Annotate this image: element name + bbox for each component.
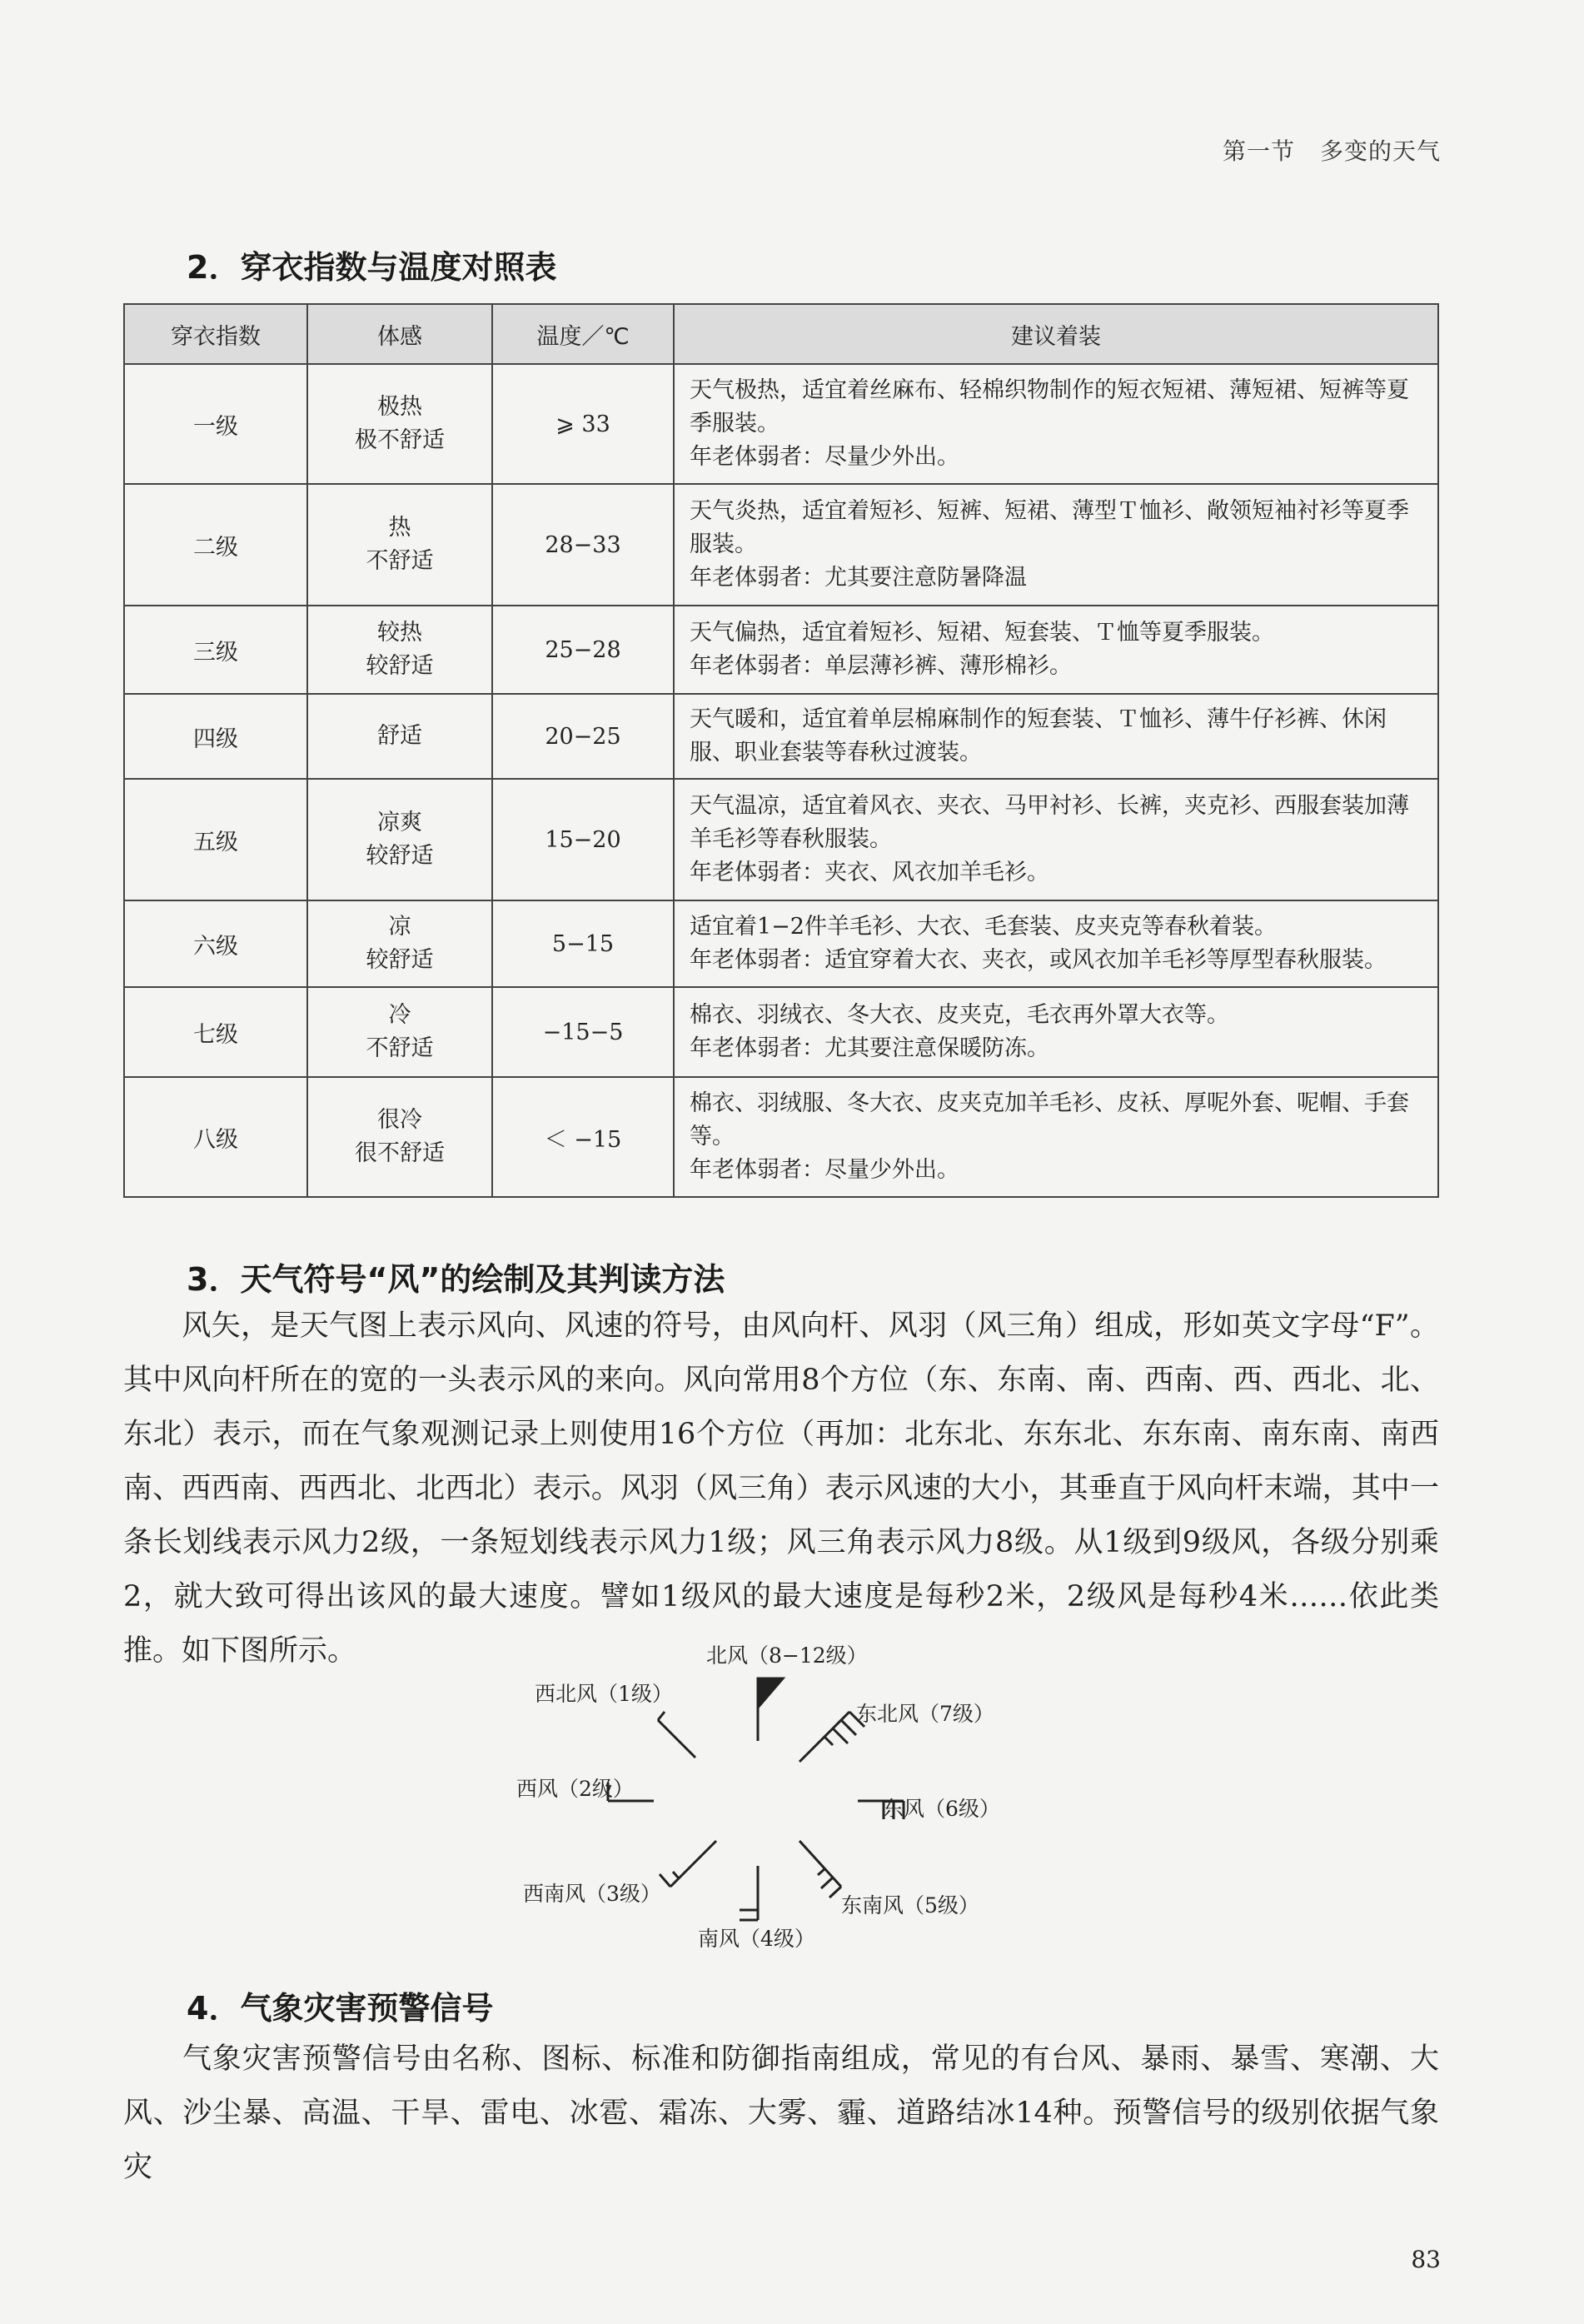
cell-level: 三级 [124, 606, 307, 694]
northwest-wind-symbol [658, 1712, 695, 1758]
advice-line: 年老体弱者：夹衣、风衣加羊毛衫。 [690, 860, 1049, 885]
cell-advice [674, 1077, 1438, 1197]
feel-line: 舒适 [377, 723, 422, 749]
cell-level: 八级 [124, 1077, 307, 1197]
advice-line: 天气极热，适宜着丝麻布、轻棉织物制作的短衣短裙、薄短裙、短裤等夏季服装。 [690, 377, 1409, 436]
advice-line: 年老体弱者：单层薄衫裤、薄形棉衫。 [690, 653, 1072, 679]
cell-feel [307, 606, 492, 694]
wind-label-east: 东风（6级） [883, 1797, 1000, 1821]
feel-line: 凉 [388, 914, 411, 940]
section-3-paragraph [123, 1299, 1439, 1678]
cell-level: 四级 [124, 694, 307, 779]
table-row [124, 987, 1438, 1077]
wind-label-northeast: 东北风（7级） [856, 1702, 994, 1726]
header-title: 多变的天气 [1319, 137, 1441, 165]
cell-advice [674, 987, 1438, 1077]
header-feel: 体感 [307, 304, 492, 364]
feel-line: 不舒适 [366, 1035, 434, 1061]
cell-advice [674, 900, 1438, 987]
running-header [1223, 133, 1441, 167]
feel-line: 热 [388, 515, 411, 541]
wind-label-north: 北风（8−12级） [706, 1643, 868, 1668]
northeast-wind-symbol [799, 1712, 864, 1762]
table-row [124, 606, 1438, 694]
feel-line: 较热 [377, 620, 422, 646]
table-row [124, 484, 1438, 606]
cell-temperature: 5−15 [492, 900, 674, 987]
header-advice: 建议着装 [674, 304, 1438, 364]
advice-line: 适宜着1−2件羊毛衫、大衣、毛套装、皮夹克等春秋着装。 [690, 914, 1277, 940]
dress-index-table [123, 303, 1439, 1198]
table-header-row [124, 304, 1438, 364]
feel-line: 较舒适 [366, 947, 434, 973]
advice-line: 棉衣、羽绒服、冬大衣、皮夹克加羊毛衫、皮袄、厚呢外套、呢帽、手套等。 [690, 1090, 1409, 1150]
cell-feel [307, 364, 492, 484]
table-row [124, 779, 1438, 900]
cell-feel [307, 1077, 492, 1197]
cell-temperature: ＜ −15 [492, 1077, 674, 1197]
advice-line: 年老体弱者：尽量少外出。 [690, 444, 959, 470]
page-number: 83 [1411, 2246, 1441, 2273]
advice-line: 年老体弱者：尽量少外出。 [690, 1157, 959, 1183]
cell-level: 六级 [124, 900, 307, 987]
advice-line: 棉衣、羽绒衣、冬大衣、皮夹克，毛衣再外罩大衣等。 [690, 1002, 1229, 1028]
cell-temperature: 15−20 [492, 779, 674, 900]
feel-line: 极热 [377, 394, 422, 420]
section-3-title: 3．天气符号“风”的绘制及其判读方法 [187, 1261, 725, 1298]
cell-feel [307, 987, 492, 1077]
cell-temperature: −15−5 [492, 987, 674, 1077]
cell-level: 一级 [124, 364, 307, 484]
section-4-title: 4．气象灾害预警信号 [187, 1990, 494, 2027]
north-wind-symbol [758, 1678, 783, 1741]
wind-label-west: 西风（2级） [516, 1777, 634, 1801]
feel-line: 凉爽 [377, 810, 422, 835]
advice-line: 年老体弱者：尤其要注意保暖防冻。 [690, 1035, 1049, 1061]
section-4-text: 气象灾害预警信号由名称、图标、标准和防御指南组成，常见的有台风、暴雨、暴雪、寒潮、大风、沙尘暴、高温、干旱、雷电、冰雹、霜冻、大雾、霾、道路结冰14种。预警信号的级别依据气象灾 [123, 2042, 1439, 2184]
cell-feel [307, 900, 492, 987]
table-row [124, 1077, 1438, 1197]
wind-label-southeast: 东南风（5级） [841, 1893, 979, 1918]
advice-line: 天气温凉，适宜着风衣、夹衣、马甲衬衫、长裤，夹克衫、西服套装加薄羊毛衫等春秋服装。 [690, 793, 1409, 852]
feel-line: 较舒适 [366, 843, 434, 869]
advice-line: 天气暖和，适宜着单层棉麻制作的短套装、Ｔ恤衫、薄牛仔衫裤、休闲服、职业套装等春秋过渡装。 [690, 706, 1387, 766]
cell-level: 五级 [124, 779, 307, 900]
cell-temperature: ⩾ 33 [492, 364, 674, 484]
header-section: 第一节 [1222, 137, 1295, 165]
feel-line: 冷 [388, 1002, 411, 1028]
feel-line: 不舒适 [366, 548, 434, 574]
header-level: 穿衣指数 [124, 304, 307, 364]
feel-line: 较舒适 [366, 653, 434, 679]
cell-temperature: 25−28 [492, 606, 674, 694]
cell-level: 二级 [124, 484, 307, 606]
cell-advice [674, 364, 1438, 484]
cell-temperature: 20−25 [492, 694, 674, 779]
cell-advice [674, 779, 1438, 900]
cell-advice [674, 484, 1438, 606]
table-row [124, 900, 1438, 987]
cell-feel [307, 694, 492, 779]
feel-line: 很不舒适 [355, 1140, 445, 1166]
wind-label-south: 南风（4级） [698, 1927, 815, 1951]
cell-feel [307, 484, 492, 606]
southwest-wind-symbol [660, 1841, 716, 1887]
section-3-text: 风矢，是天气图上表示风向、风速的符号，由风向杆、风羽（风三角）组成，形如英文字母“F”。其中风向杆所在的宽的一头表示风的来向。风向常用8个方位（东、东南、南、西南、西、西北、北、东北）表示，而在气象观测记录上则使用16个方位（再加：北东北、东东北、东东南、南东南、南西南、西西南、西西北、北西北）表示。风羽（风三角）表示风速的大小，其垂直于风向杆末端，其中一条长划线表示风力2级，一条短划线表示风力1级；风三角表示风力8级。从1级到9级风，各级分别乘2，就大致可得出该风的最大速度。譬如1级风的最大速度是每秒2米，2级风是每秒4米……依此类推。如下图所示。 [123, 1309, 1439, 1668]
wind-label-southwest: 西南风（3级） [523, 1882, 661, 1906]
advice-line: 天气炎热，适宜着短衫、短裤、短裙、薄型Ｔ恤衫、敞领短袖衬衫等夏季服装。 [690, 498, 1409, 557]
section-4-paragraph [123, 2032, 1439, 2195]
cell-advice [674, 606, 1438, 694]
feel-line: 极不舒适 [355, 427, 445, 453]
feel-line: 很冷 [377, 1107, 422, 1133]
cell-feel [307, 779, 492, 900]
cell-level: 七级 [124, 987, 307, 1077]
advice-line: 年老体弱者：适宜穿着大衣、夹衣，或风衣加羊毛衫等厚型春秋服装。 [690, 947, 1387, 973]
wind-label-northwest: 西北风（1级） [535, 1682, 673, 1706]
cell-temperature: 28−33 [492, 484, 674, 606]
southeast-wind-symbol [799, 1841, 841, 1898]
advice-line: 天气偏热，适宜着短衫、短裙、短套装、Ｔ恤等夏季服装。 [690, 620, 1274, 646]
section-2-title: 2．穿衣指数与温度对照表 [187, 249, 557, 286]
table-row [124, 694, 1438, 779]
cell-advice [674, 694, 1438, 779]
south-wind-symbol [740, 1866, 758, 1920]
header-temperature: 温度／℃ [492, 304, 674, 364]
table-row [124, 364, 1438, 484]
advice-line: 年老体弱者：尤其要注意防暑降温 [690, 565, 1027, 591]
